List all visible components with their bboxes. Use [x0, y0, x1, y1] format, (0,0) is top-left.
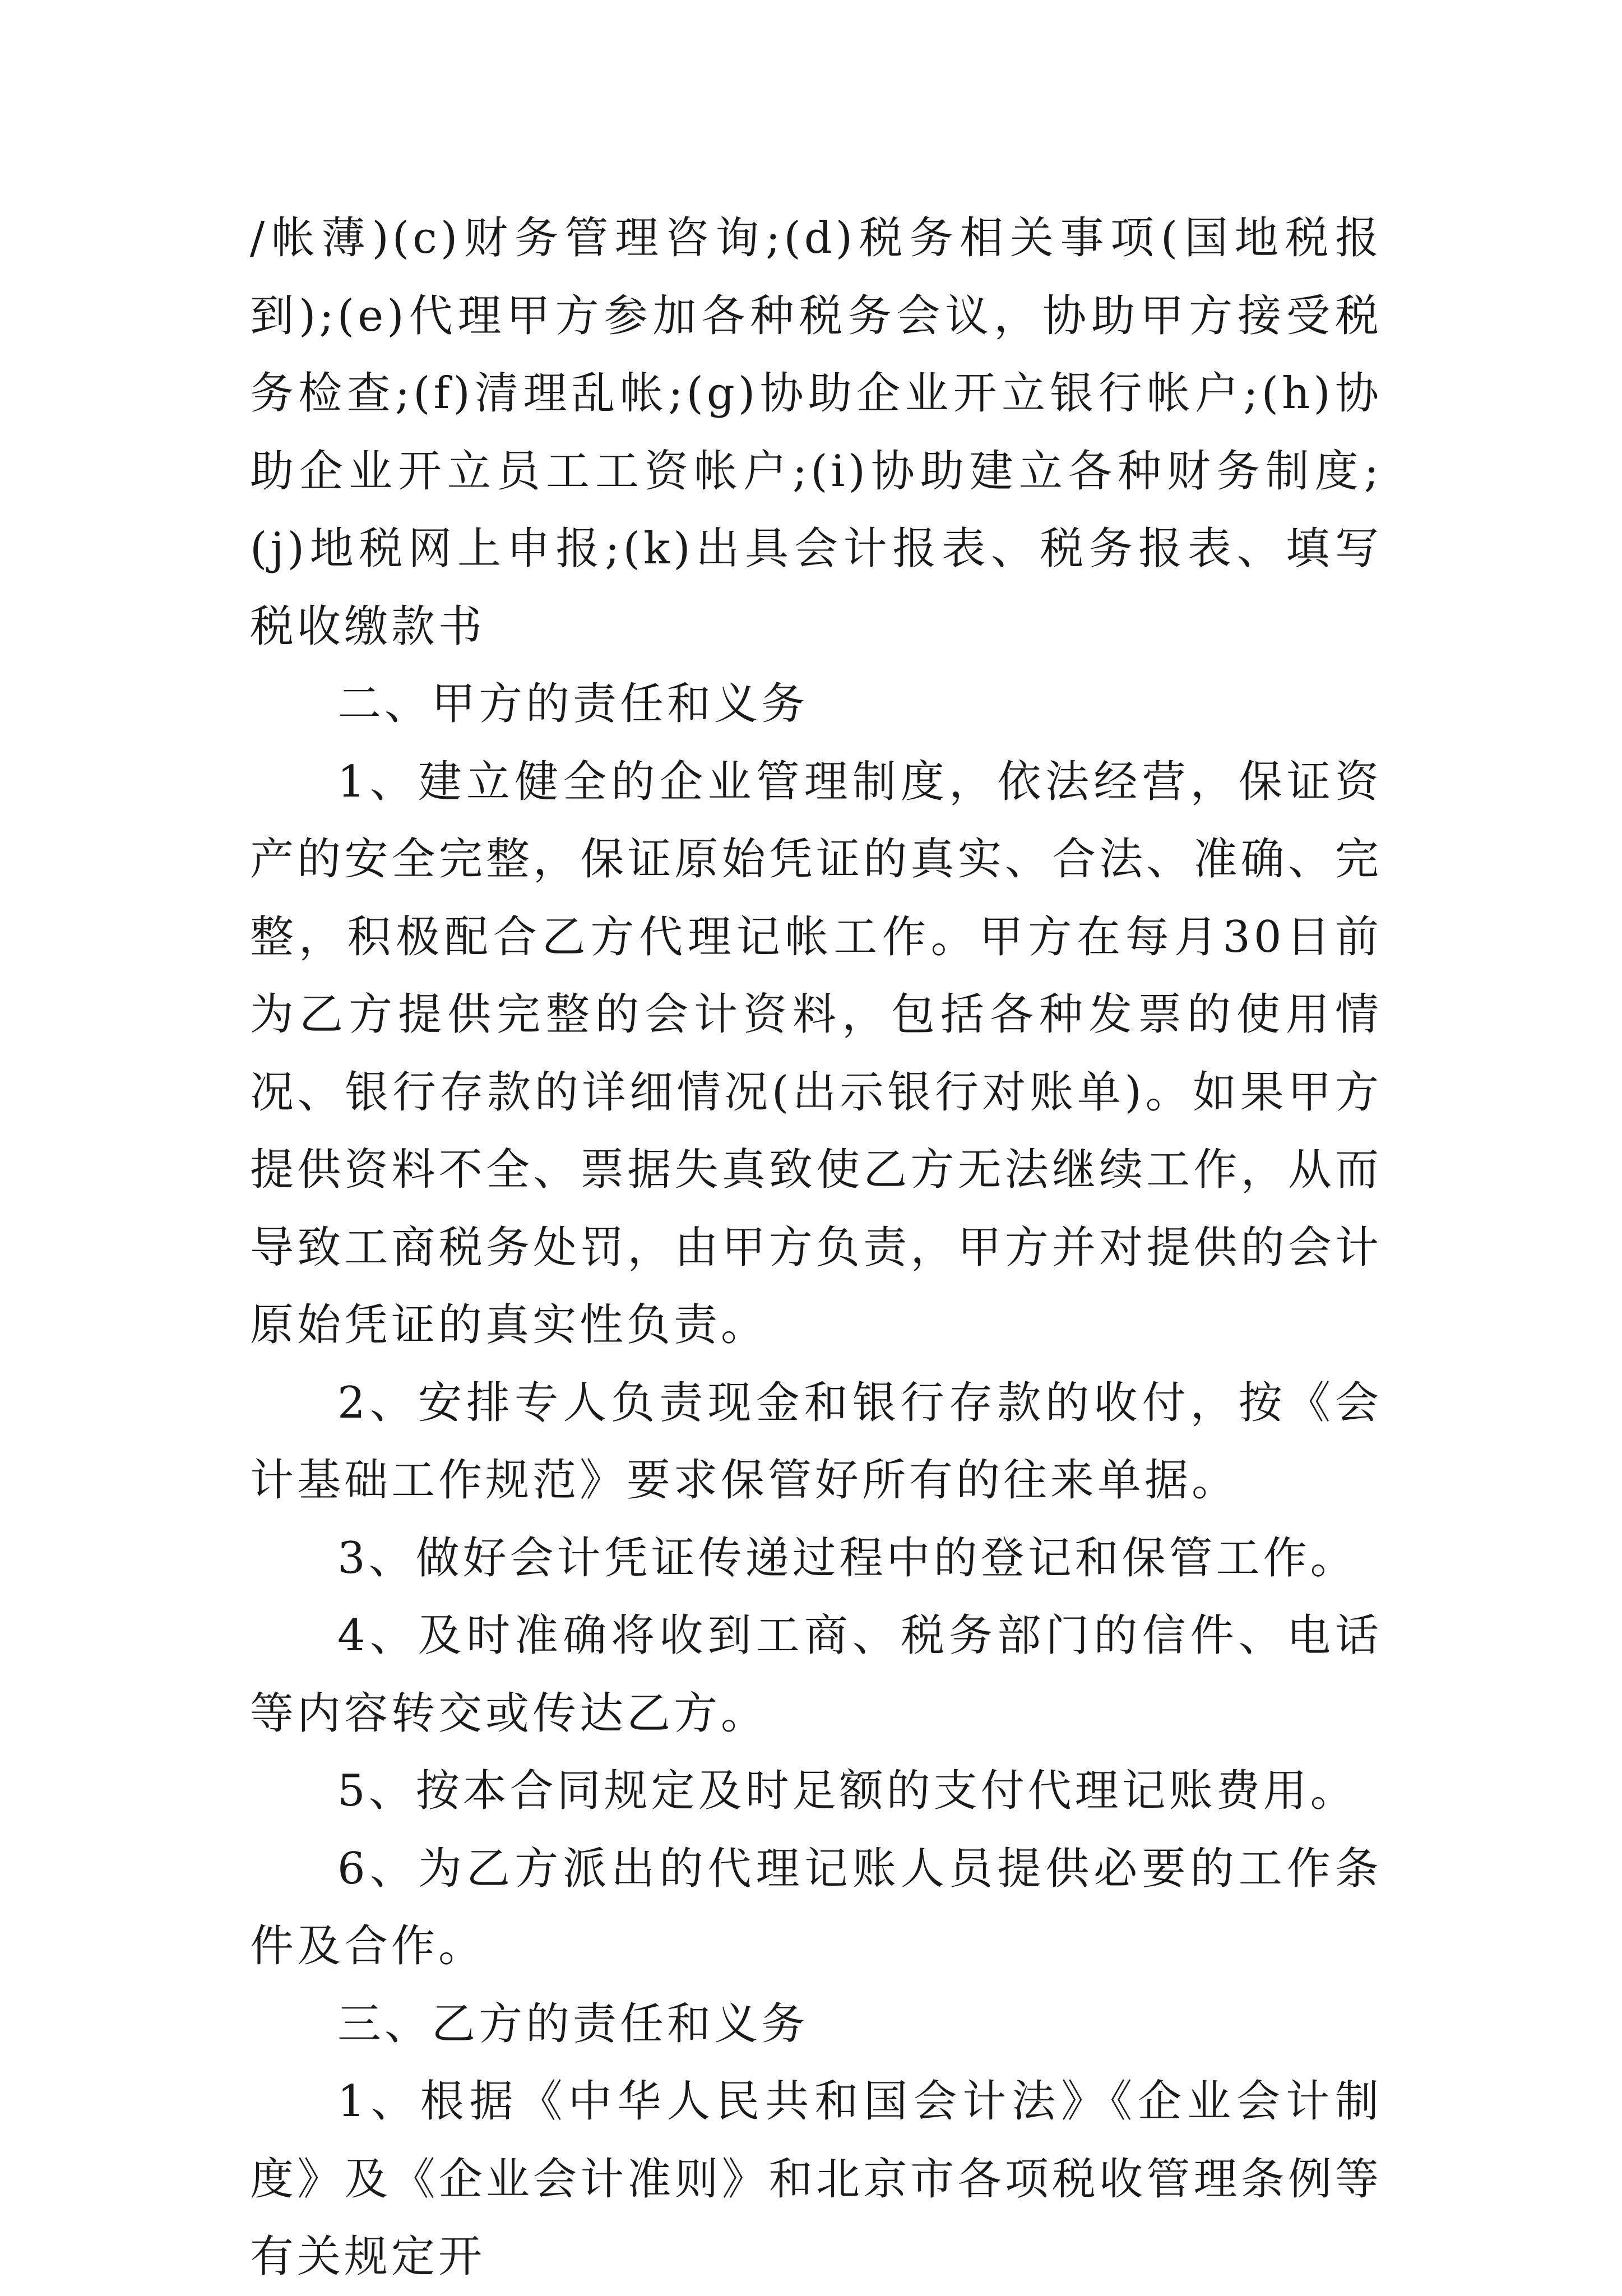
- section-heading-party-b: 三、乙方的责任和义务: [337, 1998, 809, 2049]
- party-a-clause-2: 2、安排专人负责现金和银行存款的收付，按《会计基础工作规范》要求保管好所有的往来单据。: [250, 1377, 1382, 1506]
- party-a-clause-6: 6、为乙方派出的代理记账人员提供必要的工作条件及合作。: [250, 1843, 1382, 1971]
- section-heading-party-a: 二、甲方的责任和义务: [337, 679, 809, 729]
- party-a-clause-5: 5、按本合同规定及时足额的支付代理记账费用。: [337, 1766, 1357, 1816]
- party-a-clause-3: 3、做好会计凭证传递过程中的登记和保管工作。: [337, 1533, 1357, 1584]
- party-a-clause-4: 4、及时准确将收到工商、税务部门的信件、电话等内容转交或传达乙方。: [250, 1610, 1382, 1739]
- party-b-clause-1: 1、根据《中华人民共和国会计法》《企业会计制度》及《企业会计准则》和北京市各项税收管理条例等有关规定开: [250, 2076, 1382, 2282]
- party-a-clause-1: 1、建立健全的企业管理制度，依法经营，保证资产的安全完整，保证原始凭证的真实、合法、准确、完整，积极配合乙方代理记帐工作。甲方在每月30日前为乙方提供完整的会计资料，包括各种发票的使用情况、银行存款的详细情况(出示银行对账单)。如果甲方提供资料不全、票据失真致使乙方无法继续工作，从而导致工商税务处罚，由甲方负责，甲方并对提供的会计原始凭证的真实性负责。: [250, 756, 1382, 1350]
- paragraph-service-items: /帐薄)(c)财务管理咨询;(d)税务相关事项(国地税报到);(e)代理甲方参加各种税务会议，协助甲方接受税务检查;(f)清理乱帐;(g)协助企业开立银行帐户;(h)协助企业开立员工工资帐户;(i)协助建立各种财务制度;(j)地税网上申报;(k)出具会计报表、税务报表、填写税收缴款书: [250, 213, 1382, 652]
- document-body: [250, 200, 1382, 2296]
